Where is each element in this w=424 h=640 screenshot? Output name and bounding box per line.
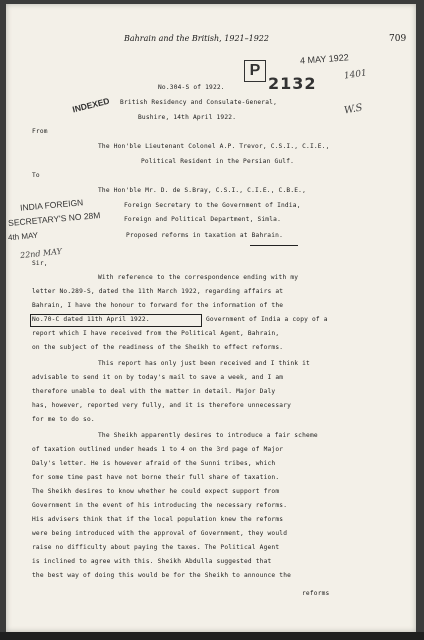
subject-underline (250, 245, 298, 246)
handwritten-initials: W.S (343, 102, 364, 117)
to-label: To (32, 172, 40, 179)
catchword: reforms (302, 590, 330, 597)
indexed-stamp: INDEXED (71, 95, 111, 115)
margin-stamp-line1: INDIA FOREIGN (19, 197, 84, 213)
date-stamp: 4 MAY 1922 (299, 52, 349, 66)
reference-line: No.304-S of 1922. (158, 84, 225, 91)
body-line: Government of India a copy of a (206, 316, 328, 323)
body-line: letter No.289-S, dated the 11th March 1922, regarding affairs at (32, 288, 284, 295)
page-number: 709 (389, 34, 407, 44)
document-page (6, 4, 416, 632)
body-line: raise no difficulty about paying the taxes. The Political Agent (32, 544, 280, 551)
running-header: Bahrain and the British, 1921–1922 (124, 34, 269, 43)
place-date-line: Bushire, 14th April 1922. (138, 114, 237, 121)
from-label: From (32, 128, 48, 135)
body-line: on the subject of the readiness of the Sheikh to effect reforms. (32, 344, 284, 351)
body-line: advisable to send it on by today's mail to save a week, and I am (32, 374, 284, 381)
boxed-reference-text: No.70-C dated 11th April 1922. (32, 316, 150, 323)
from-title: Political Resident in the Persian Gulf. (141, 158, 295, 165)
salutation: Sir, (32, 260, 48, 267)
body-line: Government in the event of his introducing the necessary reforms. (32, 502, 288, 509)
subject-line: Proposed reforms in taxation at Bahrain. (126, 232, 284, 239)
body-line: report which I have received from the Political Agent, Bahrain, (32, 330, 280, 337)
registry-number-stamp: 2132 (268, 74, 317, 93)
body-line: for some time past have not borne their full share of taxation. (32, 474, 280, 481)
body-line: for me to do so. (32, 416, 95, 423)
p-stamp-letter: P (244, 60, 266, 82)
body-line: is inclined to agree with this. Sheikh Abdulla suggested that (32, 558, 272, 565)
body-line: His advisers think that if the local population knew the reforms (32, 516, 284, 523)
to-title-2: Foreign and Political Department, Simla. (124, 216, 282, 223)
margin-stamp-line2: SECRETARY'S NO 28M (7, 209, 101, 229)
body-line: of taxation outlined under heads 1 to 4 on the 3rd page of Major (32, 446, 284, 453)
to-title-1: Foreign Secretary to the Government of India, (124, 202, 301, 209)
body-line: Daly's letter. He is however afraid of the Sunni tribes, which (32, 460, 276, 467)
margin-stamp-line3: 4th MAY (7, 230, 39, 243)
residency-line: British Residency and Consulate-General, (120, 99, 278, 106)
margin-stamp-line4: 22nd MAY (19, 246, 63, 261)
body-line: has, however, reported very fully, and it is therefore unnecessary (32, 402, 292, 409)
body-line: were being introduced with the approval of Government, they would (32, 530, 288, 537)
body-line: This report has only just been received and I think it (98, 360, 310, 367)
body-line: Bahrain, I have the honour to forward for the information of the (32, 302, 284, 309)
body-line: The Sheikh desires to know whether he could expect support from (32, 488, 280, 495)
body-line: the best way of doing this would be for the Sheikh to announce the (32, 572, 292, 579)
body-line: therefore unable to deal with the matter in detail. Major Daly (32, 388, 276, 395)
from-name: The Hon'ble Lieutenant Colonel A.P. Trevor, C.S.I., C.I.E., (98, 143, 330, 150)
body-line: With reference to the correspondence ending with my (98, 274, 299, 281)
scan-bottom-edge (0, 632, 424, 640)
to-name: The Hon'ble Mr. D. de S.Bray, C.S.I., C.I.E., C.B.E., (98, 187, 307, 194)
handwritten-number: 1401 (343, 68, 368, 82)
body-line: The Sheikh apparently desires to introduce a fair scheme (98, 432, 318, 439)
